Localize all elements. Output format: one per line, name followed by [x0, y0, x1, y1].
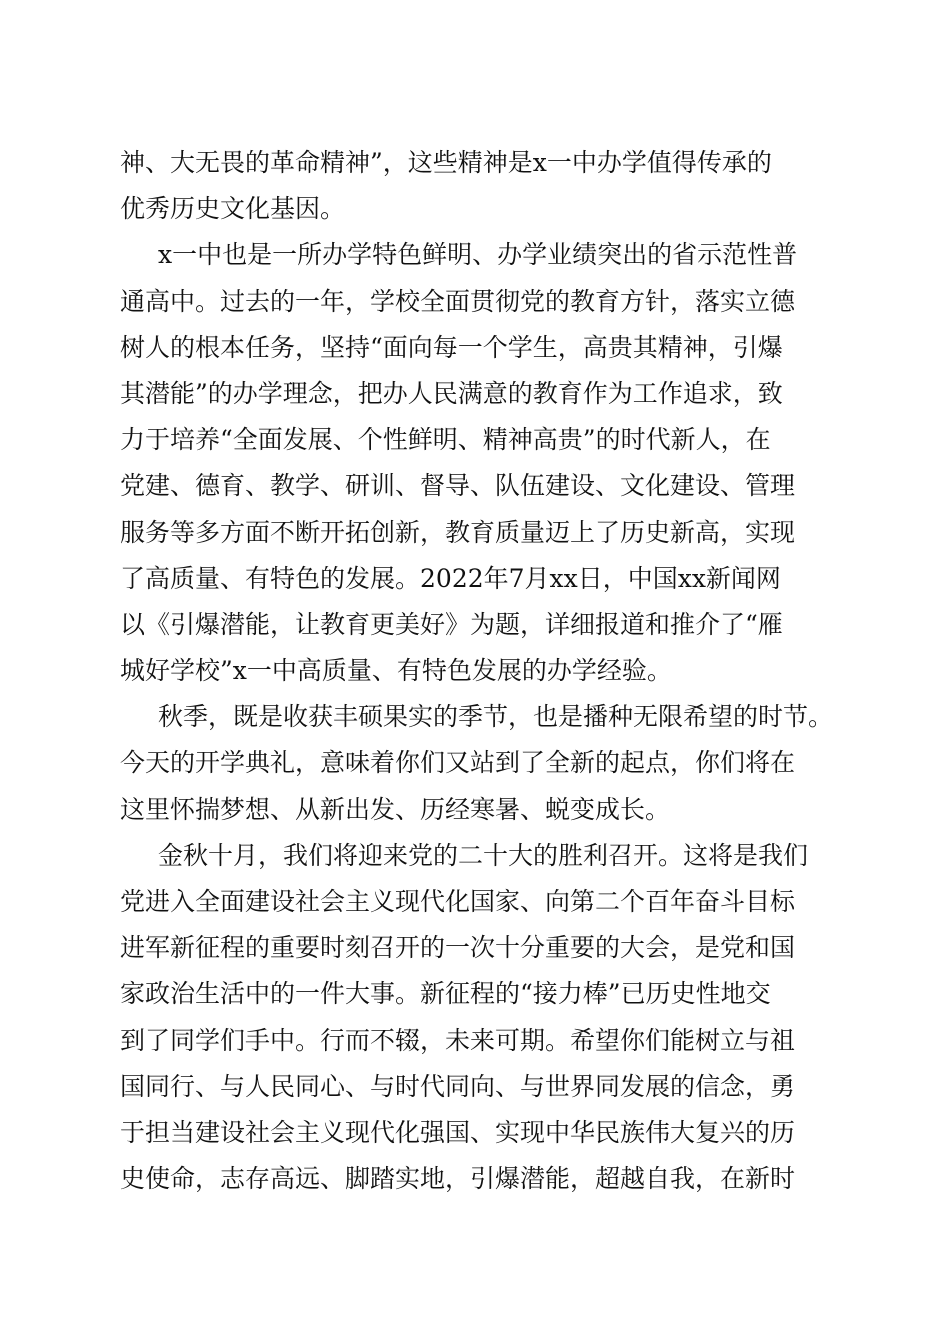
- text-line: 优秀历史文化基因。: [120, 194, 346, 224]
- text-line: 党建、德育、教学、研训、督导、队伍建设、文化建设、管理: [120, 471, 796, 501]
- text-line: 今天的开学典礼，意味着你们又站到了全新的起点，你们将在: [120, 748, 796, 778]
- text-line: 城好学校”x一中高质量、有特色发展的办学经验。: [120, 656, 672, 686]
- text-line: 力于培养“全面发展、个性鲜明、精神高贵”的时代新人，在: [120, 425, 771, 455]
- paragraph-start-line: x一中也是一所办学特色鲜明、办学业绩突出的省示范性普: [158, 240, 798, 270]
- text-line: 史使命，志存高远、脚踏实地，引爆潜能，超越自我，在新时: [120, 1164, 796, 1194]
- text-line: 到了同学们手中。行而不辍，未来可期。希望你们能树立与祖: [120, 1025, 796, 1055]
- text-line: 神、大无畏的革命精神”，这些精神是x一中办学值得传承的: [120, 148, 772, 177]
- text-line: 其潜能”的办学理念，把办人民满意的教育作为工作追求，致: [120, 378, 783, 408]
- text-line: 通高中。过去的一年，学校全面贯彻党的教育方针，落实立德: [120, 286, 796, 316]
- paragraph-start-line: 秋季，既是收获丰硕果实的季节，也是播种无限希望的时节。: [158, 702, 834, 732]
- text-line: 国同行、与人民同心、与时代同向、与世界同发展的信念，勇: [120, 1071, 796, 1101]
- text-line: 于担当建设社会主义现代化强国、实现中华民族伟大复兴的历: [120, 1117, 796, 1147]
- text-line: 树人的根本任务，坚持“面向每一个学生，高贵其精神，引爆: [120, 332, 783, 362]
- text-line: 以《引爆潜能，让教育更美好》为题，详细报道和推介了“雁: [120, 609, 783, 639]
- text-line: 党进入全面建设社会主义现代化国家、向第二个百年奋斗目标: [120, 887, 796, 916]
- body-text: [120, 140, 840, 1202]
- text-line: 服务等多方面不断开拓创新，教育质量迈上了历史新高，实现: [120, 517, 796, 547]
- text-line: 这里怀揣梦想、从新出发、历经寒暑、蜕变成长。: [120, 794, 671, 824]
- text-line: 进军新征程的重要时刻召开的一次十分重要的大会，是党和国: [120, 933, 796, 963]
- text-line: 家政治生活中的一件大事。新征程的“接力棒”已历史性地交: [120, 979, 771, 1009]
- text-line: 了高质量、有特色的发展。2022年7月xx日，中国xx新闻网: [120, 563, 781, 593]
- paragraph-start-line: 金秋十月，我们将迎来党的二十大的胜利召开。这将是我们: [158, 840, 809, 870]
